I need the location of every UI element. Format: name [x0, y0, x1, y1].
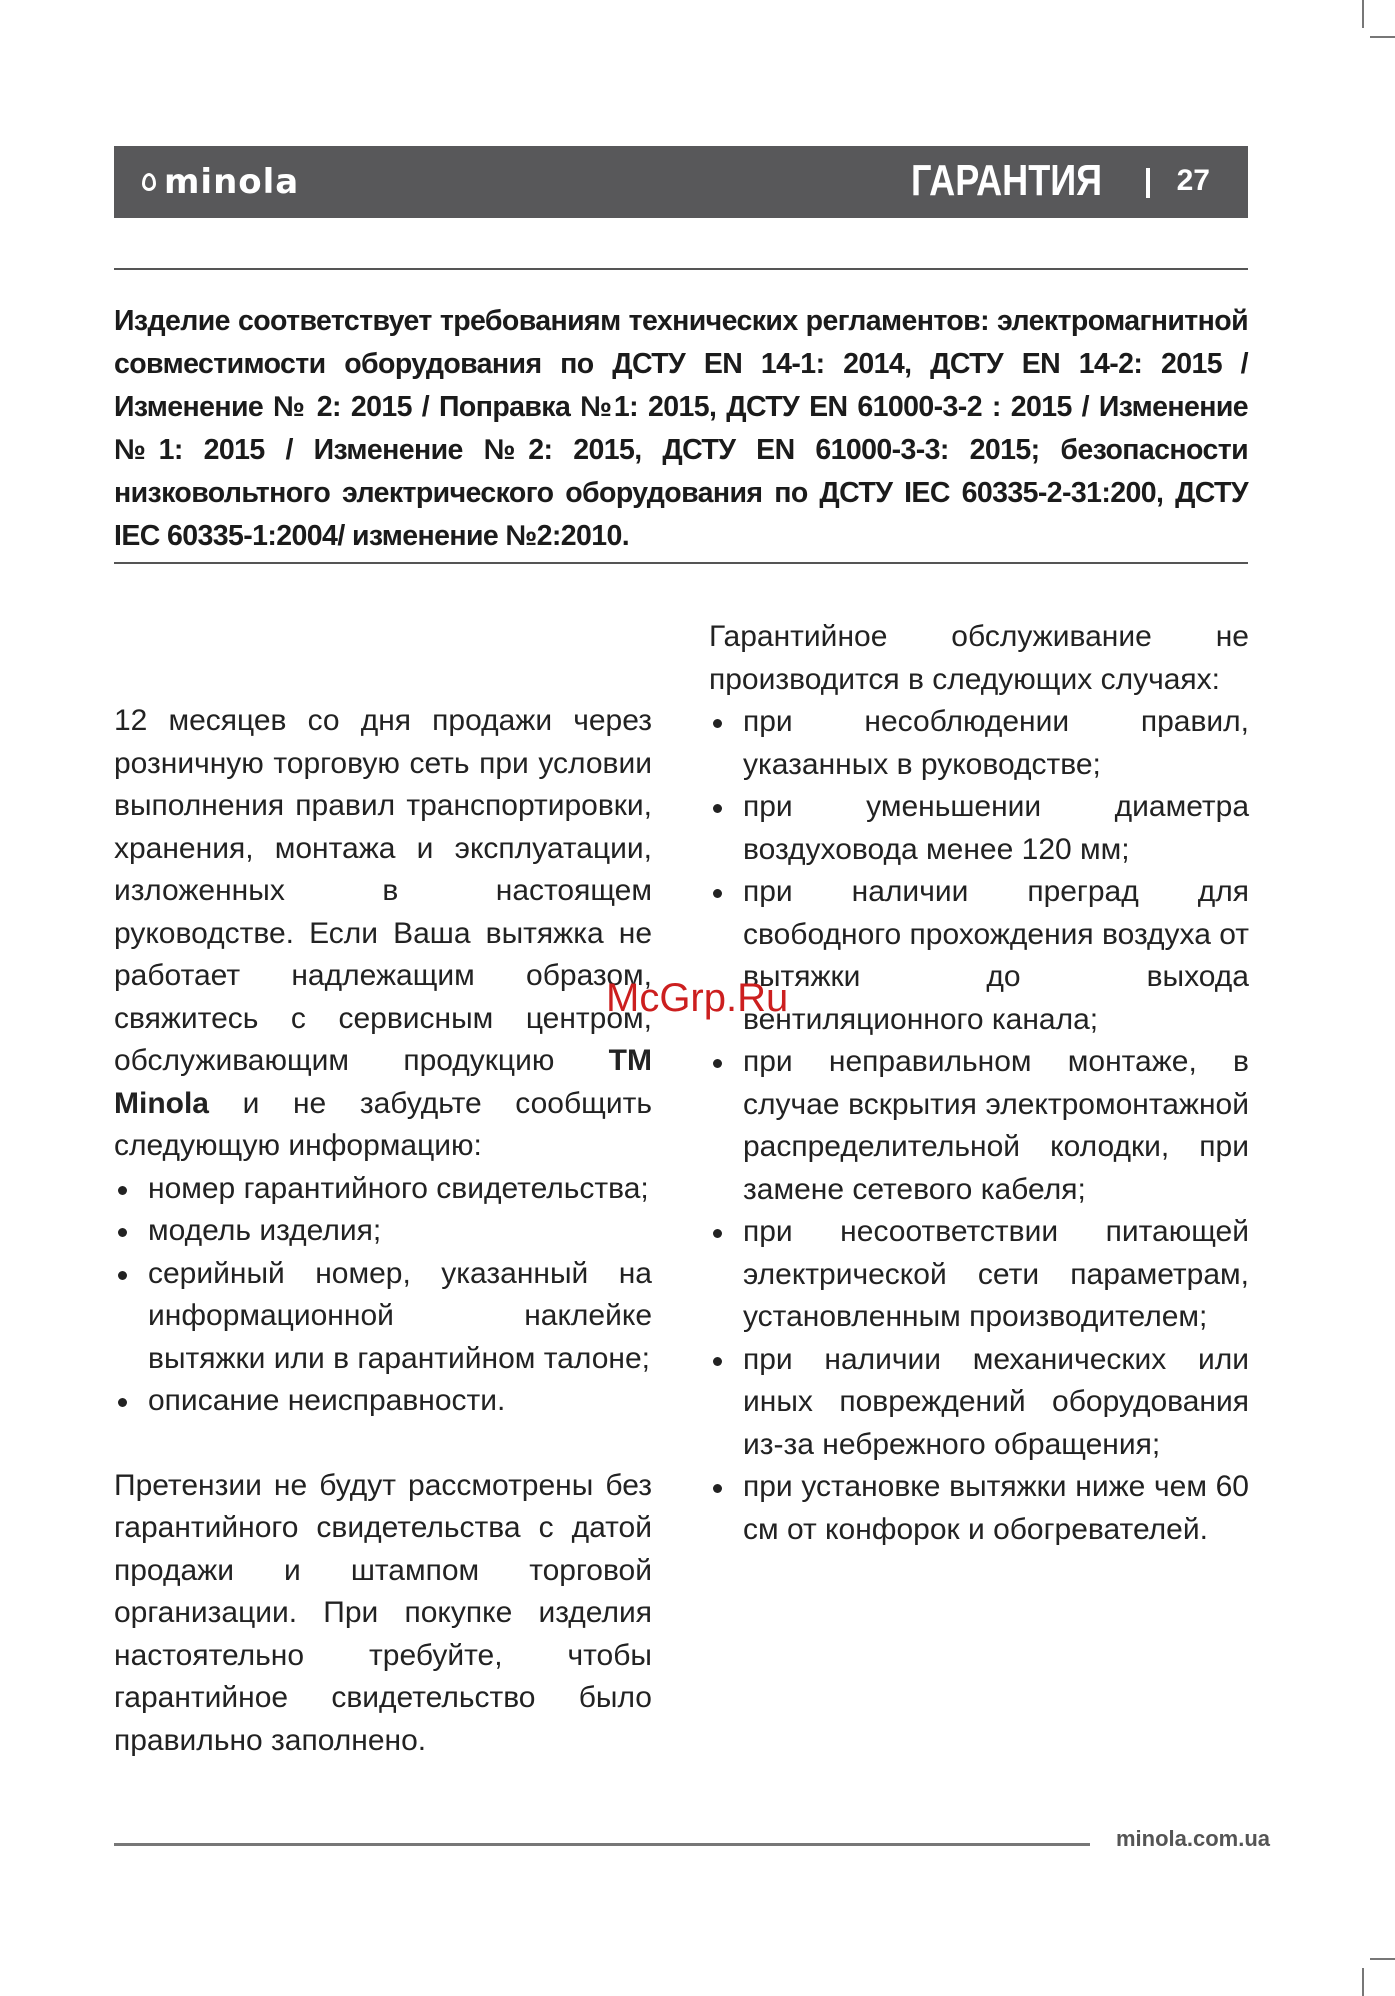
crop-mark: [1362, 1968, 1364, 1996]
divider: [114, 268, 1248, 270]
compliance-statement: Изделие соответствует требованиям технических регламентов: электромагнитной совместимости оборудования по ДСТУ EN 14-1: 2014, ДСТУ EN 14-2: 2015 / Изменение № 2: 2015 / Поправка №1: 2015, ДСТУ EN 61000-3-2 : 2015 / Изменение №1: 2015 / Изменение №2: 2015, ДСТУ EN 61000-3-3: 2015; безопасности низковольтного электрического оборудования по ДСТУ IEC 60335-2-31:200, ДСТУ IEC 60335-1:2004/ изменение №2:2010.: [114, 305, 1248, 552]
list-item: при уменьшении диаметра воздуховода менее 120 мм;: [709, 786, 1249, 871]
header-divider: [1146, 168, 1150, 198]
left-column: [114, 700, 652, 1762]
warranty-intro: [114, 700, 652, 1168]
page-number: 27: [1176, 164, 1210, 197]
list-item: при несоответствии питающей электрической сети параметрам, установленным производителем;: [709, 1211, 1249, 1339]
section-title: ГАРАНТИЯ: [910, 156, 1102, 205]
page-header: [114, 146, 1248, 218]
list-item: при наличии механических или иных повреждений оборудования из-за небрежного обращения;: [709, 1339, 1249, 1467]
brand-logo: [142, 160, 299, 204]
watermark: McGrp.Ru: [606, 976, 789, 1020]
claims-paragraph: Претензии не будут рассмотрены без гарантийного свидетельства с датой продажи и штампом торговой организации. При покупке изделия настоятельно требуйте, чтобы гарантийное свидетельство было правильно заполнено.: [114, 1468, 652, 1757]
list-item: при наличии преград для свободного прохождения воздуха от вытяжки до выхода вентиляционного канала;: [709, 871, 1249, 1041]
list-item: модель изделия;: [114, 1210, 652, 1253]
list-item: при неправильном монтаже, в случае вскрытия электромонтажной распределительной колодки, при замене сетевого кабеля;: [709, 1041, 1249, 1211]
exclusions-list: [709, 701, 1249, 1551]
footer-divider: [114, 1843, 1090, 1846]
info-list: [114, 1168, 652, 1423]
crop-mark: [1362, 0, 1364, 28]
footer-website[interactable]: minola.com.ua: [1116, 1826, 1271, 1851]
list-item: номер гарантийного свидетельства;: [114, 1168, 652, 1211]
warranty-intro-text: 12 месяцев со дня продажи через розничную торговую сеть при условии выполнения правил транспортировки, хранения, монтажа и эксплуатации, изложенных в настоящем руководстве. Если Ваша вытяжка не работает надлежащим образом, свяжитесь с сервисным центром, обслуживающим продукцию: [114, 704, 652, 1077]
right-column: [709, 616, 1249, 1551]
list-item: при несоблюдении правил, указанных в руководстве;: [709, 701, 1249, 786]
exclusions-intro: Гарантийное обслуживание не производится в следующих случаях:: [709, 620, 1249, 696]
list-item: при установке вытяжки ниже чем 60 см от конфорок и обогревателей.: [709, 1466, 1249, 1551]
crop-mark: [1370, 36, 1395, 38]
divider: [114, 562, 1248, 564]
warranty-intro-text-end: и не забудьте сообщить следующую информацию:: [114, 1086, 652, 1162]
logo-text: minola: [164, 162, 300, 202]
list-item: серийный номер, указанный на информационной наклейке вытяжки или в гарантийном талоне;: [114, 1253, 652, 1381]
brand-name: TM Minola: [114, 1044, 652, 1120]
crop-mark: [1370, 1958, 1395, 1960]
list-item: описание неисправности.: [114, 1380, 652, 1423]
drop-icon: [142, 173, 156, 191]
